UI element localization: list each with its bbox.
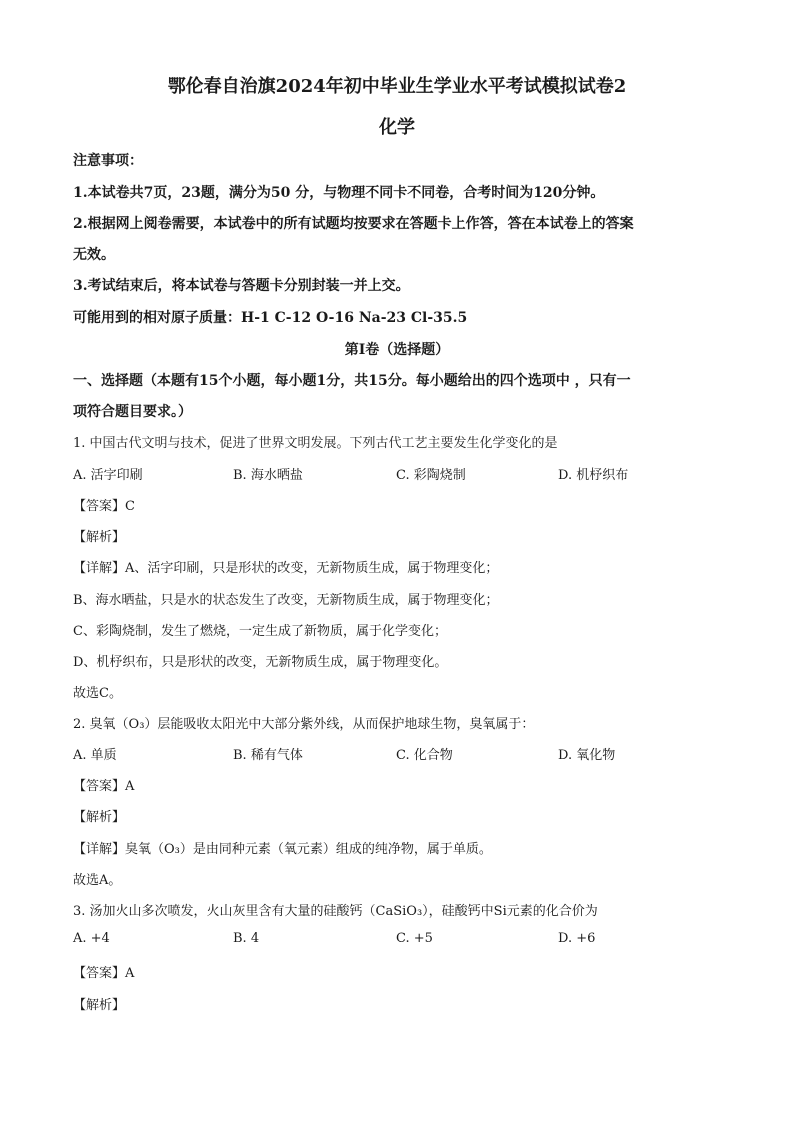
option-c: C. 化合物	[396, 748, 453, 763]
option-a: A. +4	[73, 931, 110, 946]
notice-item-2: 2.根据网上阅卷需要，本试卷中的所有试题均按要求在答题卡上作答，答在本试卷上的答案	[73, 216, 634, 232]
question-1-stem: 1. 中国古代文明与技术，促进了世界文明发展。下列古代工艺主要发生化学变化的是	[73, 436, 558, 451]
option-c: C. 彩陶烧制	[396, 468, 466, 483]
option-a: A. 活字印刷	[73, 468, 143, 483]
question-1-detail: 【详解】A、活字印刷，只是形状的改变，无新物质生成，属于物理变化；	[73, 561, 499, 576]
option-b: B. 海水晒盐	[233, 468, 303, 483]
question-1-detail: B、海水晒盐，只是水的状态发生了改变，无新物质生成，属于物理变化；	[73, 593, 499, 608]
question-3-analysis: 【解析】	[73, 998, 126, 1013]
option-b: B. 4	[233, 931, 260, 946]
option-a: A. 单质	[73, 748, 117, 763]
question-1-conclusion: 故选C。	[73, 686, 122, 701]
question-3-stem: 3. 汤加火山多次喷发，火山灰里含有大量的硅酸钙（CaSiO₃），硅酸钙中Si元素的化合价为	[73, 904, 598, 919]
option-b: B. 稀有气体	[233, 748, 303, 763]
question-1-detail: C、彩陶烧制，发生了燃烧，一定生成了新物质，属于化学变化；	[73, 624, 447, 639]
question-1-detail: D、机杼织布，只是形状的改变，无新物质生成，属于物理变化。	[73, 655, 448, 670]
exam-title: 鄂伦春自治旗2024年初中毕业生学业水平考试模拟试卷2	[167, 76, 627, 97]
option-c: C. +5	[396, 931, 433, 946]
question-1-analysis: 【解析】	[73, 530, 126, 545]
section-instructions-cont: 项符合题目要求。）	[73, 404, 192, 420]
question-2-answer: 【答案】A	[73, 779, 135, 794]
question-3-answer: 【答案】A	[73, 966, 135, 981]
notice-item-3: 3.考试结束后，将本试卷与答题卡分别封装一并上交。	[73, 278, 410, 294]
question-2-conclusion: 故选A。	[73, 873, 122, 888]
question-2-detail: 【详解】臭氧（O₃）是由同种元素（氧元素）组成的纯净物，属于单质。	[73, 842, 492, 857]
question-1-answer: 【答案】C	[73, 499, 135, 514]
question-2-analysis: 【解析】	[73, 810, 126, 825]
notice-heading: 注意事项：	[73, 153, 143, 169]
volume-heading: 第I卷（选择题）	[344, 342, 450, 358]
subject-title: 化学	[379, 117, 415, 138]
notice-item-2-cont: 无效。	[73, 247, 115, 263]
notice-item-1: 1.本试卷共7页，23题，满分为50 分，与物理不同卡不同卷，合考时间为120分钟。	[73, 185, 605, 201]
section-instructions: 一、选择题（本题有15个小题，每小题1分，共15分。每小题给出的四个选项中 ，只有一	[73, 373, 631, 389]
option-d: D. +6	[558, 931, 596, 946]
option-d: D. 机杼织布	[558, 468, 629, 483]
atomic-masses: 可能用到的相对原子质量：H-1 C-12 O-16 Na-23 Cl-35.5	[73, 310, 468, 326]
option-d: D. 氧化物	[558, 748, 616, 763]
question-2-stem: 2. 臭氧（O₃）层能吸收太阳光中大部分紫外线，从而保护地球生物，臭氧属于：	[73, 717, 535, 732]
